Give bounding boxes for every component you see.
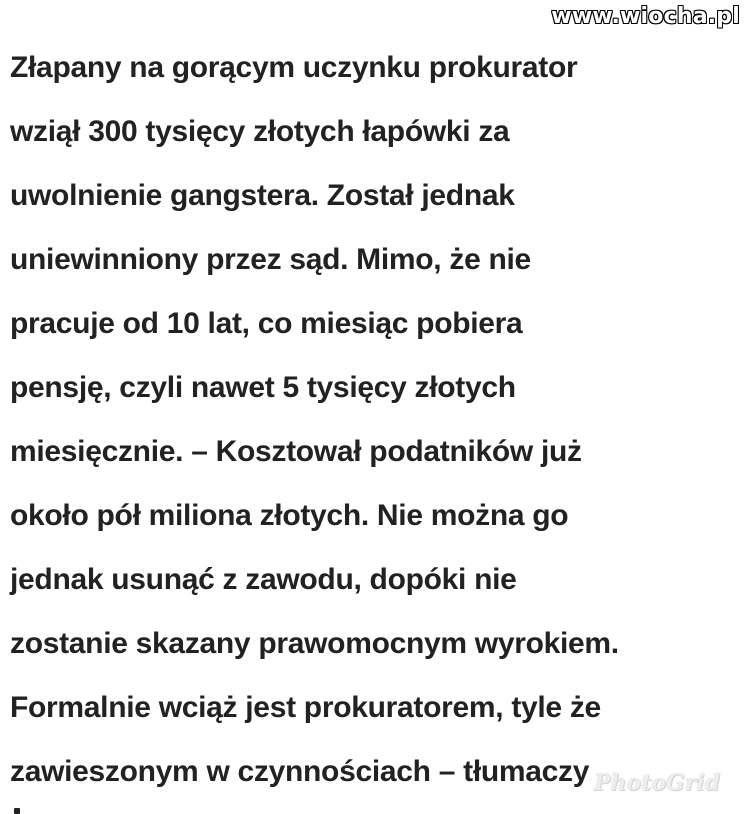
- watermark-bottom: PhotoGrid: [593, 770, 720, 796]
- article-text: [10, 36, 745, 804]
- article-line: jednak usunąć z zawodu, dopóki nie: [10, 563, 517, 596]
- article-line: miesięcznie. – Kosztował podatników już: [10, 435, 582, 468]
- article-line: Złapany na gorącym uczynku prokurator: [10, 51, 578, 84]
- article-line: zostanie skazany prawomocnym wyrokiem.: [10, 627, 619, 660]
- article-line: uniewinniony przez sąd. Mimo, że nie: [10, 243, 531, 276]
- watermark-top: www.wiocha.pl: [551, 4, 740, 29]
- article-line: około pół miliona złotych. Nie można go: [10, 499, 569, 532]
- article-line: pracuje od 10 lat, co miesiąc pobiera: [10, 307, 523, 340]
- article-line: pensję, czyli nawet 5 tysięcy złotych: [10, 371, 516, 404]
- article-line: uwolnienie gangstera. Został jednak: [10, 179, 515, 212]
- cut-off-text-fragment: [14, 808, 20, 814]
- article-line: Formalnie wciąż jest prokuratorem, tyle że: [10, 691, 601, 724]
- article-line: zawieszonym w czynnościach – tłumaczy: [10, 755, 590, 788]
- article-line: wziął 300 tysięcy złotych łapówki za: [10, 115, 510, 148]
